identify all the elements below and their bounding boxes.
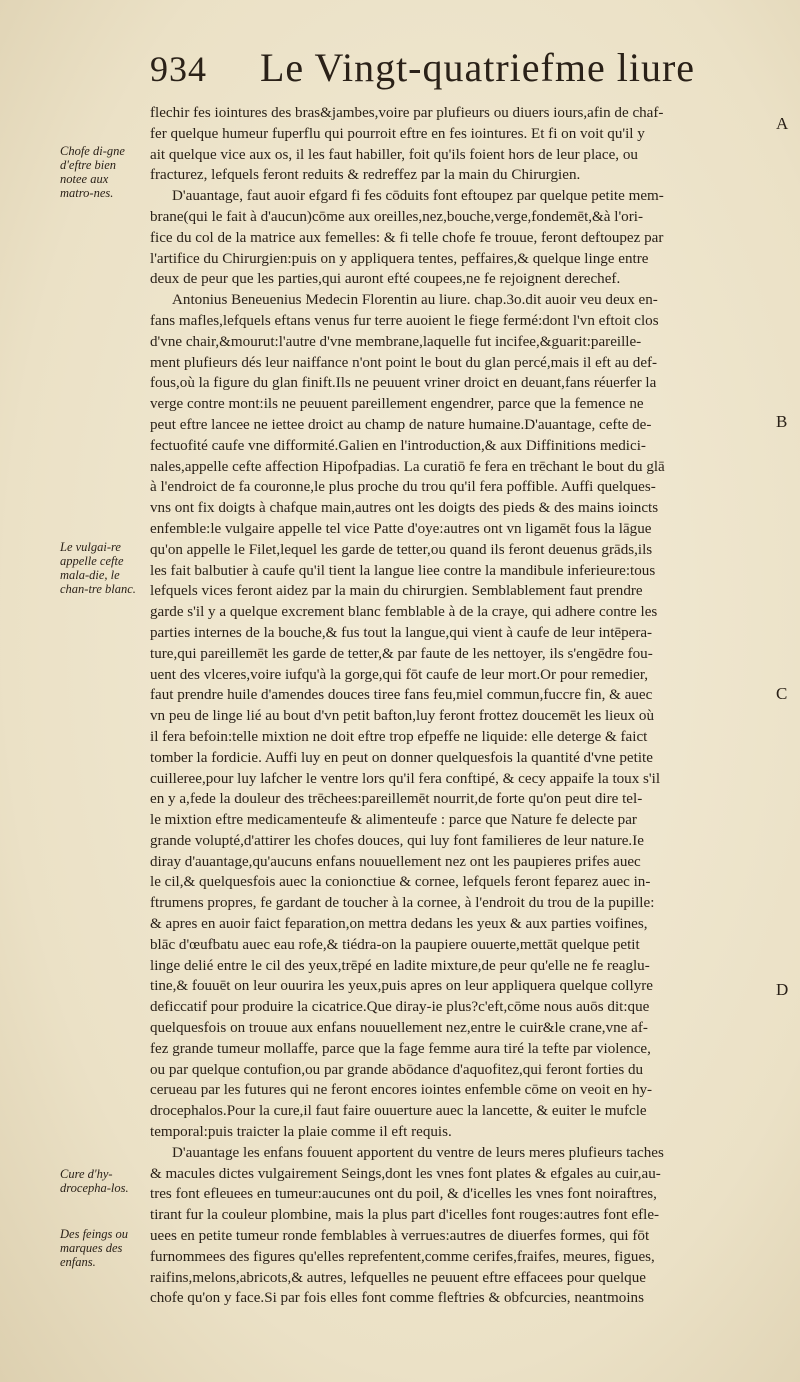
text-line: cuilleree,pour luy lafcher le ventre lors qu'il fera conftipé, & cecy appaife la toux s'il	[150, 770, 661, 787]
text-line: l'artifice du Chirurgien:puis on y appliquera tentes, peffaires,& quelque linge entre	[150, 250, 649, 267]
text-line: & macules dictes vulgairement Seings,dont les vnes font plates & efgales au cuir,au-	[150, 1165, 661, 1182]
text-line: en y a,fede la douleur des trēchees:pareillemēt nourrit,de forte qu'on peut dire tel-	[150, 791, 643, 808]
text-line: lefquels vices feront aidez par la main du chirurgien. Semblablement faut prendre	[150, 583, 643, 600]
text-line: deficcatif pour produire la cicatrice.Que diray-ie plus?c'eft,cōme nous auōs dit:que	[150, 999, 650, 1016]
text-line: diray d'auantage,qu'aucuns enfans nouuellement nez ont les paupieres prifes auec	[150, 853, 641, 870]
text-line: peut eftre lancee ne iettee droict au champ de nature humaine.D'auantage, cefte de-	[150, 416, 652, 433]
text-line: tomber la fordicie. Auffi luy en peut on donner quelquesfois la quantité d'vne petite	[150, 749, 653, 766]
text-line: fous,où la figure du glan finift.Ils ne peuuent vriner droict en deuant,fans réuerfer la	[150, 375, 657, 392]
text-line: fer quelque humeur fuperflu qui pourroit eftre en fes iointures. Et fi on voit qu'il y	[150, 125, 645, 142]
text-line: cerueau par les futures qui ne feront encores iointes enfemble cōme on veoit en hy-	[150, 1082, 653, 1099]
text-line: parties internes de la bouche,& fus tout la langue,qui vient à caufe de leur intēpera-	[150, 624, 653, 641]
text-line: il fera befoin:telle mixtion ne doit eftre trop efpeffe ne liquide: elle deterge & faict	[150, 728, 648, 745]
margin-note: Le vulgai-re appelle cefte mala-die, le chan-tre blanc.	[60, 540, 136, 596]
text-line: drocephalos.Pour la cure,il faut faire ouuerture auec la lancette, & euiter le mufcle	[150, 1103, 647, 1120]
text-line: fice du col de la matrice aux femelles: & fi telle chofe fe trouue, feront deftoupez par	[150, 229, 664, 246]
text-line: linge delié entre le cil des yeux,trēpé en ladite mixture,de peur qu'elle ne fe reaglu-	[150, 957, 650, 974]
text-line: verge contre mont:ils ne peuuent pareillement engendrer, parce que la femence ne	[150, 396, 644, 413]
text-line: ment plufieurs dés leur naiffance n'ont point le bout du glan percé,mais il eft au def-	[150, 354, 658, 371]
text-line: faut prendre huile d'amendes douces tiree fans feu,miel commun,fuccre fin, & auec	[150, 687, 653, 704]
page-header	[150, 44, 770, 92]
text-line: enfemble:le vulgaire appelle tel vice Patte d'oye:autres ont vn ligamēt fous la lāgue	[150, 520, 652, 537]
margin-note: Cure d'hy-drocepha-los.	[60, 1167, 129, 1195]
text-line: ait quelque vice aux os, il les faut habiller, foit qu'ils foient hors de leur place, ou	[150, 146, 638, 163]
right-margin-letter: C	[776, 684, 788, 703]
text-line: temporal:puis traicter la plaie comme il eft requis.	[150, 1124, 452, 1141]
text-line: garde s'il y a quelque excrement blanc femblable à de la craye, qui adhere contre les	[150, 604, 658, 621]
text-line: blāc d'œufbatu auec eau rofe,& tiédra-on la paupiere ouuerte,mettāt quelque petit	[150, 936, 640, 953]
text-line: fectuofité caufe vne difformité.Galien en l'introduction,& aux Diffinitions medici-	[150, 437, 646, 454]
text-line: furnommees des figures qu'elles reprefentent,comme cerifes,fraifes, meures, figues,	[150, 1248, 655, 1265]
text-line: chofe qu'on y face.Si par fois elles font comme fleftries & obfcurcies, neantmoins	[150, 1290, 644, 1307]
text-line: flechir fes iointures des bras&jambes,voire par plufieurs ou diuers iours,afin de chaf-	[150, 105, 664, 121]
text-line: grande volupté,d'attirer les chofes douces, qui luy font familieres de leur nature.Ie	[150, 832, 644, 849]
running-title: Le Vingt-quatriefme liure	[260, 45, 696, 90]
right-margin-letter: B	[776, 412, 788, 431]
right-margin-letter: A	[776, 114, 789, 133]
text-line: d'vne chair,&mourut:l'autre d'vne membrane,laquelle fut incifee,&guarit:pareille-	[150, 333, 642, 350]
text-line: ou par quelque contufion,ou par grande abōdance d'aquofitez,qui feront forties du	[150, 1061, 644, 1078]
body-text	[150, 103, 762, 1309]
text-line: vn peu de linge lié au bout d'vn petit bafton,luy feront frottez doucemēt les lieux où	[150, 708, 655, 725]
text-line: fez grande tumeur mollaffe, parce que la fage femme aura tiré la tefte par violence,	[150, 1040, 651, 1057]
margin-note: Chofe di-gne d'eftre bien notee aux matro-nes.	[60, 144, 125, 200]
text-line: uees en petite tumeur ronde femblables à verrues:autres de diuerfes formes, qui fōt	[150, 1228, 650, 1245]
text-line: le mixtion eftre medicamenteufe & alimenteufe : parce que Nature fe delecte par	[150, 812, 637, 829]
text-line: tine,& fouuēt on leur ouurira les yeux,puis apres on leur appliquera quelque collyre	[150, 978, 653, 995]
text-line: vns ont fix doigts à chafque main,autres ont les doigts des pieds & des mains ioincts	[150, 500, 659, 517]
page-number: 934	[150, 49, 207, 89]
margin-note: Des feings ou marques des enfans.	[60, 1227, 129, 1269]
text-line: tres font efleuees en tumeur:aucunes ont du poil, & d'icelles les vnes font noiraftres,	[150, 1186, 657, 1203]
text-line: nales,appelle cefte affection Hipofpadias. La curatiō fe fera en trēchant le bout du glā	[150, 458, 665, 475]
text-line: quelquesfois on trouue aux enfans nouuellement nez,entre le cuir&le crane,vne af-	[150, 1020, 648, 1037]
text-line: ture,qui pareillemēt les garde de tetter,& par faute de les nettoyer, ils s'engēdre fou-	[150, 645, 653, 662]
text-line: fracturez, lefquels feront reduits & redreffez par la main du Chirurgien.	[150, 167, 581, 184]
text-line: D'auantage les enfans fouuent apportent du ventre de leurs meres plufieurs taches	[172, 1144, 664, 1161]
right-margin-letter: D	[776, 980, 789, 999]
text-line: le cil,& quelquesfois auec la conionctiue & cornee, lefquels feront feparez auec in-	[150, 874, 651, 891]
text-line: deux de peur que les parties,qui auront efté coupees,ne fe rejoignent derechef.	[150, 271, 621, 288]
text-line: tirant fur la couleur plombine, mais la plus part d'icelles font rouges:autres font efle-	[150, 1207, 660, 1224]
text-line: brane(qui le fait à d'aucun)cōme aux oreilles,nez,bouche,verge,fondemēt,&à l'ori-	[150, 208, 643, 225]
text-line: uent des vlceres,voire iufqu'à la gorge,qui fōt caufe de leur mort.Or pour remedier,	[150, 666, 649, 683]
text-line: D'auantage, faut auoir efgard fi fes cōduits font eftoupez par quelque petite mem-	[172, 188, 664, 205]
text-line: les fait balbutier à caufe qu'il tient la langue liee contre la mandibule inferieure:tous	[150, 562, 656, 579]
text-line: & apres en auoir faict feparation,on mettra dedans les yeux & aux parties voifines,	[150, 916, 648, 933]
text-line: Antonius Beneuenius Medecin Florentin au liure. chap.3o.dit auoir veu deux en-	[172, 292, 658, 309]
text-line: fans mafles,lefquels eftans venus fur terre auoient le fiege fermé:dont l'vn eftoit clos	[150, 312, 659, 329]
text-line: qu'on appelle le Filet,lequel les garde de tetter,ou quand ils feront deuenus grāds,ils	[150, 541, 653, 558]
text-line: raifins,melons,abricots,& autres, lefquelles ne peuuent eftre effacees pour quelque	[150, 1269, 646, 1286]
text-line: à l'endroict de fa couronne,le plus proche du trou qu'il fera poffible. Auffi quelques-	[150, 479, 656, 496]
text-line: ftrumens propres, fe gardant de toucher à la cornee, à l'endroit du trou de la pupille:	[150, 895, 655, 912]
